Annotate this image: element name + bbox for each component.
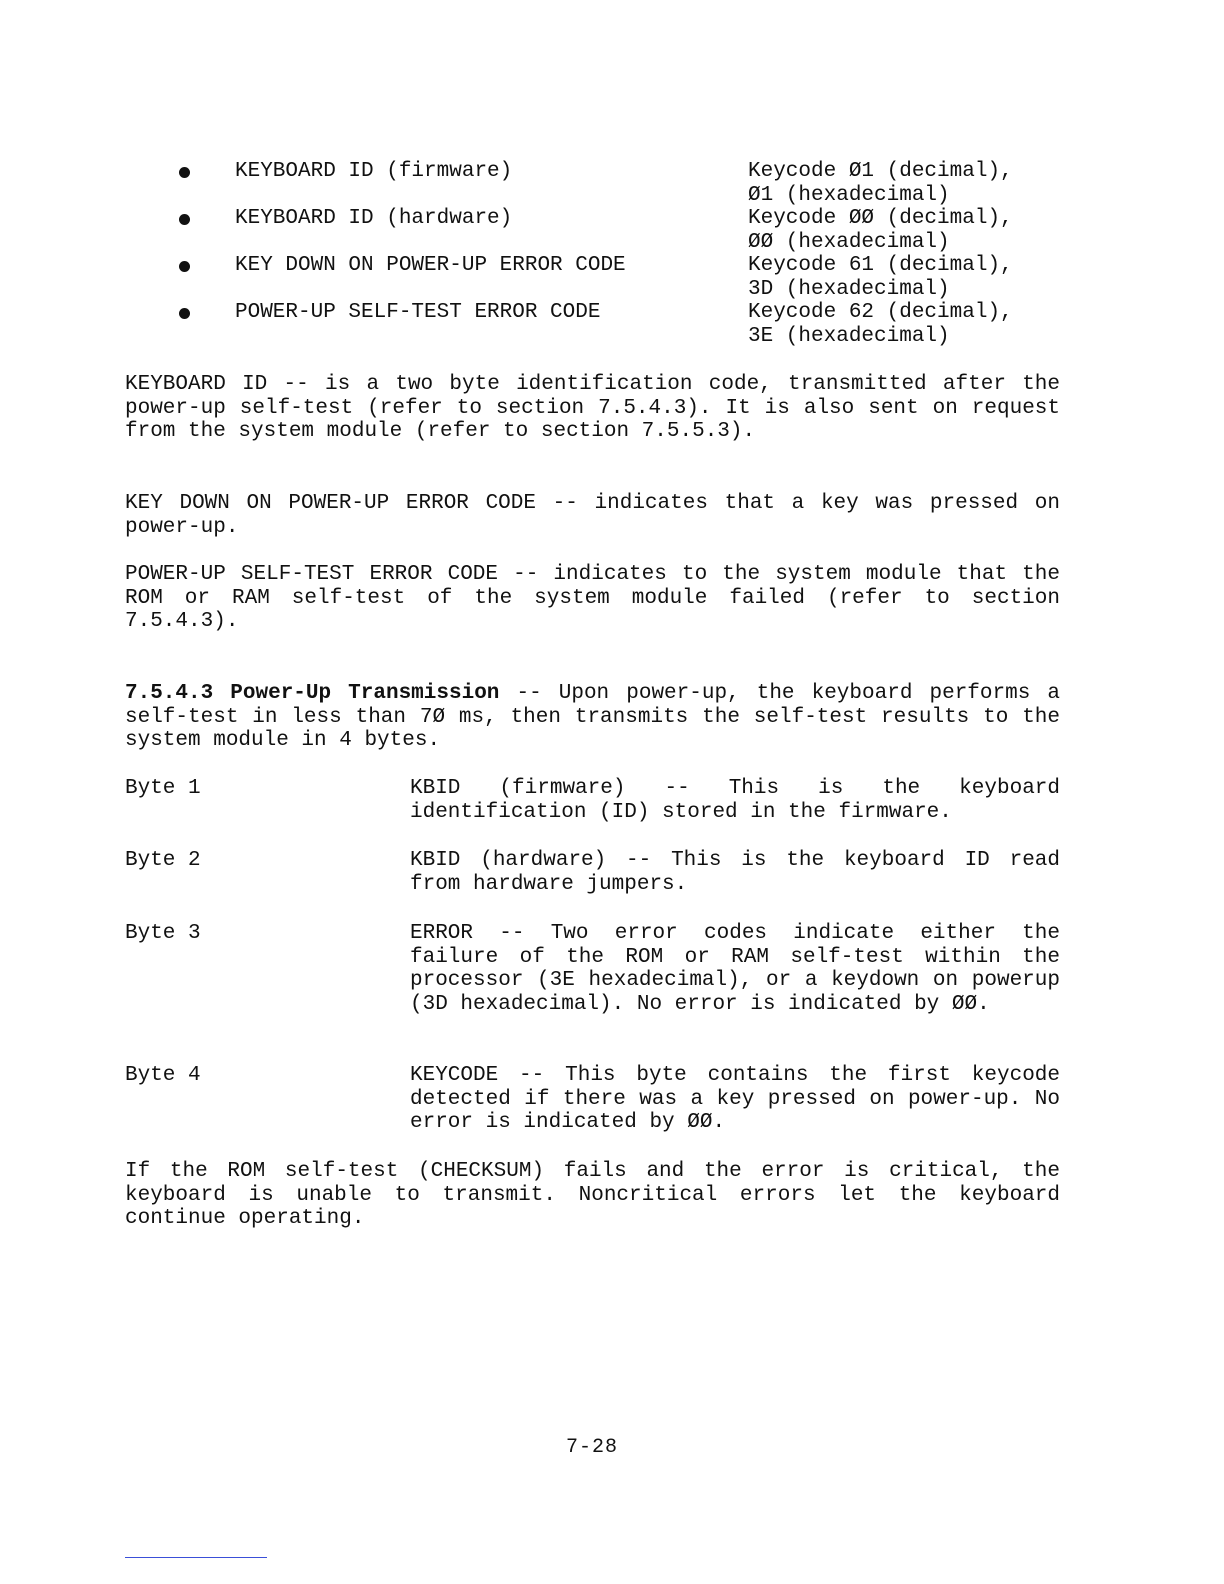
page-number: 7-28: [565, 1436, 618, 1459]
footer-rule: [125, 1557, 267, 1558]
byte-label: Byte 1: [125, 777, 201, 800]
bullet-icon: [179, 167, 190, 178]
list-item-value: [748, 301, 1078, 348]
list-item-value: [748, 207, 1078, 254]
value-line: Keycode Ø1 (decimal),: [748, 160, 1013, 183]
byte-description: KBID (firmware) -- This is the keyboard identification (ID) stored in the firmware.: [410, 777, 1060, 824]
value-line: 3D (hexadecimal): [748, 277, 950, 301]
closing-paragraph: If the ROM self-test (CHECKSUM) fails and the error is critical, the keyboard is unable to transmit. Noncritical errors let the keyboard continue operating.: [125, 1160, 1060, 1230]
bullet-icon: [179, 214, 190, 225]
list-item-value: [748, 160, 1078, 207]
list-item: [172, 160, 1072, 207]
value-line: Ø1 (hexadecimal): [748, 183, 950, 207]
byte-description: KBID (hardware) -- This is the keyboard ID read from hardware jumpers.: [410, 849, 1060, 896]
keyboard-id-paragraph: KEYBOARD ID -- is a two byte identification code, transmitted after the power-up self-test (refer to section 7.5.4.3). It is also sent on request from the system module (refer to section 7.5.5.3).: [125, 373, 1060, 443]
byte-description: ERROR -- Two error codes indicate either the failure of the ROM or RAM self-test within the processor (3E hexadecimal), or a keydown on powerup (3D hexadecimal). No error is indicated by ØØ.: [410, 922, 1060, 1016]
list-item-label: POWER-UP SELF-TEST ERROR CODE: [235, 301, 601, 324]
list-item: [172, 254, 1072, 301]
key-down-paragraph: KEY DOWN ON POWER-UP ERROR CODE -- indicates that a key was pressed on power-up.: [125, 492, 1060, 539]
list-item-label: KEYBOARD ID (firmware): [235, 160, 513, 183]
value-line: Keycode ØØ (decimal),: [748, 207, 1013, 230]
self-test-paragraph: POWER-UP SELF-TEST ERROR CODE -- indicates to the system module that the ROM or RAM self-test of the system module failed (refer to section 7.5.4.3).: [125, 563, 1060, 633]
power-up-transmission-paragraph: [125, 682, 1060, 753]
byte-label: Byte 2: [125, 849, 201, 872]
byte-label: Byte 3: [125, 922, 201, 945]
keyboard-response-list: [172, 160, 1072, 348]
value-line: Keycode 62 (decimal),: [748, 301, 1013, 324]
list-item-value: [748, 254, 1078, 301]
list-item: [172, 301, 1072, 348]
list-item-label: KEYBOARD ID (hardware): [235, 207, 513, 230]
byte-description: KEYCODE -- This byte contains the first keycode detected if there was a key pressed on power-up. No error is indicated by ØØ.: [410, 1064, 1060, 1134]
section-heading: 7.5.4.3 Power-Up Transmission: [125, 682, 500, 705]
value-line: Keycode 61 (decimal),: [748, 254, 1013, 277]
list-item-label: KEY DOWN ON POWER-UP ERROR CODE: [235, 254, 626, 277]
bullet-icon: [179, 308, 190, 319]
list-item: [172, 207, 1072, 254]
section-body: -- Upon power-up, the keyboard performs a self-test in less than 7Ø ms, then transmits the self-test results to the system module in 4 bytes.: [125, 682, 1060, 752]
value-line: ØØ (hexadecimal): [748, 230, 950, 254]
value-line: 3E (hexadecimal): [748, 324, 950, 348]
bullet-icon: [179, 261, 190, 272]
byte-label: Byte 4: [125, 1064, 201, 1087]
